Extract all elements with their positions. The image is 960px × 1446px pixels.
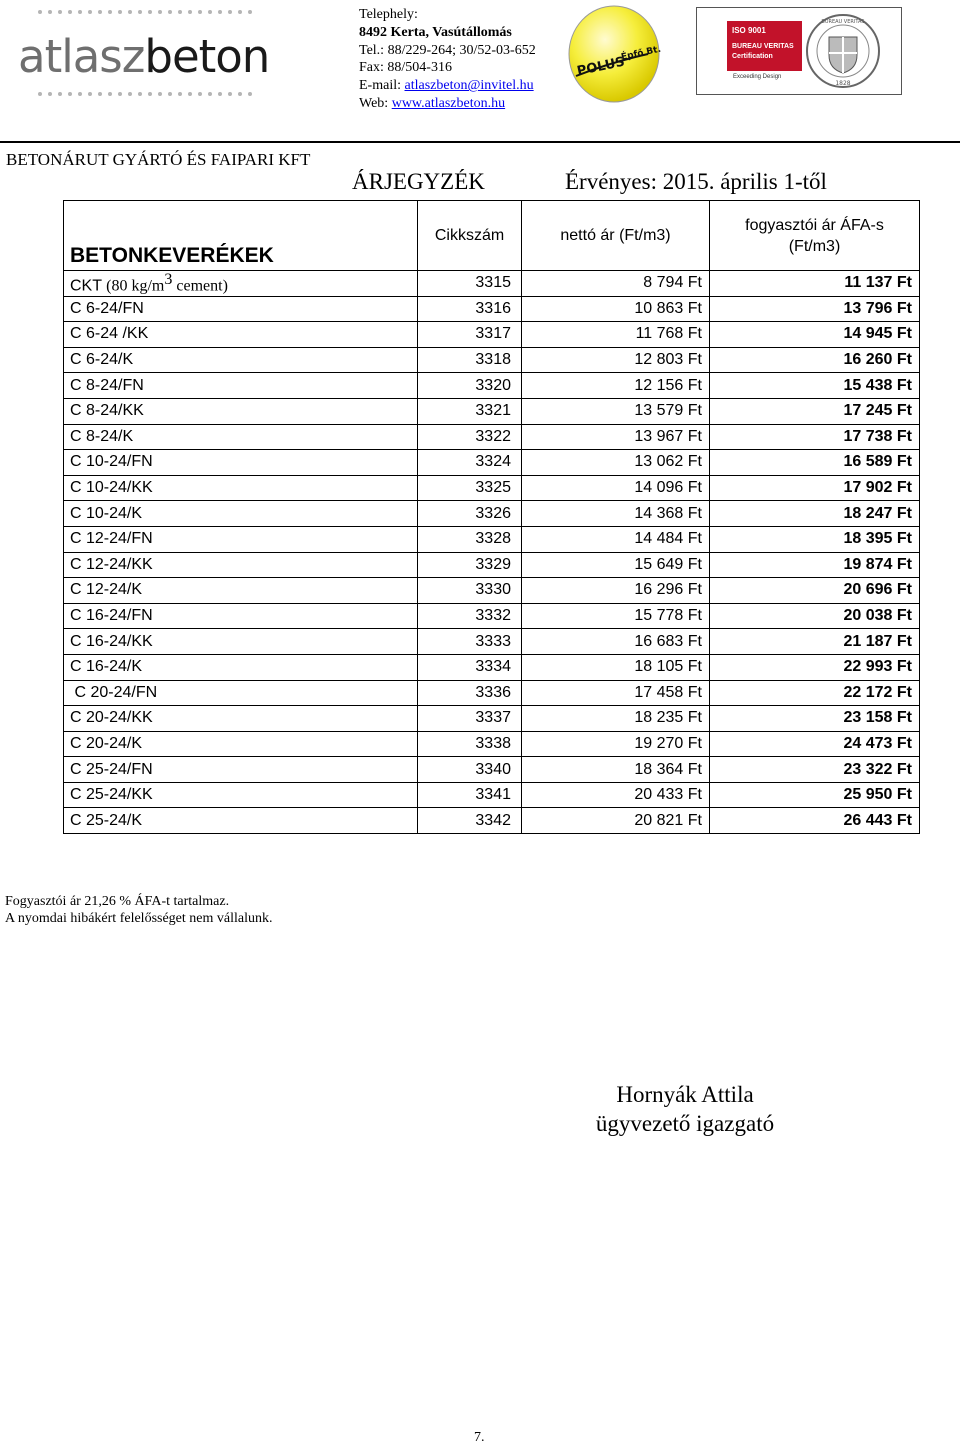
gross-price: 20 038 Ft <box>710 603 920 629</box>
product-name: C 16-24/KK <box>64 629 418 655</box>
gross-price: 13 796 Ft <box>710 296 920 322</box>
table-row <box>64 296 920 322</box>
gross-price: 26 443 Ft <box>710 808 920 834</box>
net-price: 16 296 Ft <box>522 578 710 604</box>
product-name: C 12-24/K <box>64 578 418 604</box>
product-name: C 25-24/K <box>64 808 418 834</box>
net-price: 17 458 Ft <box>522 680 710 706</box>
net-price: 14 096 Ft <box>522 475 710 501</box>
product-code: 3322 <box>418 424 522 450</box>
table-row <box>64 526 920 552</box>
table-row <box>64 680 920 706</box>
product-code: 3321 <box>418 398 522 424</box>
net-price: 14 484 Ft <box>522 526 710 552</box>
gross-price: 22 172 Ft <box>710 680 920 706</box>
bureau-veritas-seal-icon <box>805 13 881 89</box>
email-link[interactable]: atlaszbeton@invitel.hu <box>404 78 534 94</box>
product-name: C 25-24/FN <box>64 757 418 783</box>
footnote <box>5 893 272 927</box>
product-code: 3326 <box>418 501 522 527</box>
product-name: C 8-24/KK <box>64 398 418 424</box>
gross-price: 14 945 Ft <box>710 322 920 348</box>
signature-block <box>560 1080 810 1138</box>
disclaimer: A nyomdai hibákért felelősséget nem vállalunk. <box>5 911 273 926</box>
net-price: 13 062 Ft <box>522 450 710 476</box>
product-code: 3342 <box>418 808 522 834</box>
product-code: 3320 <box>418 373 522 399</box>
gross-price: 16 260 Ft <box>710 347 920 373</box>
net-price: 10 863 Ft <box>522 296 710 322</box>
gross-price: 23 322 Ft <box>710 757 920 783</box>
table-row <box>64 424 920 450</box>
column-header-net-price: nettó ár (Ft/m3) <box>522 201 710 271</box>
table-header-row <box>64 201 920 271</box>
fax: Fax: 88/504-316 <box>359 60 452 76</box>
product-name: C 16-24/K <box>64 654 418 680</box>
net-price: 18 364 Ft <box>522 757 710 783</box>
net-price: 19 270 Ft <box>522 731 710 757</box>
product-code: 3337 <box>418 706 522 732</box>
vat-note: Fogyasztói ár 21,26 % ÁFA-t tartalmaz. <box>5 894 230 909</box>
product-code: 3333 <box>418 629 522 655</box>
logo-dot-row <box>38 10 252 14</box>
table-row <box>64 552 920 578</box>
net-price: 12 156 Ft <box>522 373 710 399</box>
table-row <box>64 347 920 373</box>
table-row <box>64 731 920 757</box>
net-price: 18 235 Ft <box>522 706 710 732</box>
net-price: 11 768 Ft <box>522 322 710 348</box>
web-line: Web: www.atlaszbeton.hu <box>359 95 506 111</box>
product-name: C 20-24/KK <box>64 706 418 732</box>
product-name: C 12-24/FN <box>64 526 418 552</box>
gross-price: 25 950 Ft <box>710 782 920 808</box>
product-code: 3318 <box>418 347 522 373</box>
gross-price: 11 137 Ft <box>710 271 920 297</box>
gross-price: 17 245 Ft <box>710 398 920 424</box>
logo-dot-row <box>38 92 252 96</box>
column-header-gross-price: fogyasztói ár ÁFA-s (Ft/m3) <box>710 201 920 271</box>
net-price: 20 821 Ft <box>522 808 710 834</box>
product-code: 3316 <box>418 296 522 322</box>
table-row <box>64 475 920 501</box>
gross-price: 18 247 Ft <box>710 501 920 527</box>
net-price: 15 778 Ft <box>522 603 710 629</box>
product-code: 3315 <box>418 271 522 297</box>
table-row <box>64 629 920 655</box>
product-code: 3317 <box>418 322 522 348</box>
net-price: 20 433 Ft <box>522 782 710 808</box>
svg-text:POLUS: POLUS <box>575 54 627 80</box>
signatory-role: ügyvezető igazgató <box>595 1111 775 1136</box>
product-name: C 20-24/FN <box>64 680 418 706</box>
price-table <box>63 200 920 834</box>
phone: Tel.: 88/229-264; 30/52-03-652 <box>359 42 536 58</box>
gross-price: 21 187 Ft <box>710 629 920 655</box>
contact-block <box>359 6 536 113</box>
gross-price: 19 874 Ft <box>710 552 920 578</box>
net-price: 18 105 Ft <box>522 654 710 680</box>
product-code: 3332 <box>418 603 522 629</box>
gross-price: 17 738 Ft <box>710 424 920 450</box>
product-name: C 10-24/K <box>64 501 418 527</box>
product-name: C 12-24/KK <box>64 552 418 578</box>
product-code: 3338 <box>418 731 522 757</box>
polus-badge-logo <box>562 4 662 104</box>
section-title: BETONKEVERÉKEK <box>64 201 418 271</box>
gross-price: 17 902 Ft <box>710 475 920 501</box>
table-row <box>64 373 920 399</box>
web-link[interactable]: www.atlaszbeton.hu <box>391 95 506 111</box>
product-code: 3341 <box>418 782 522 808</box>
gross-price: 23 158 Ft <box>710 706 920 732</box>
gross-price: 15 438 Ft <box>710 373 920 399</box>
product-code: 3330 <box>418 578 522 604</box>
product-name: C 8-24/FN <box>64 373 418 399</box>
svg-text:Épfő Bt.: Épfő Bt. <box>620 44 662 63</box>
table-row <box>64 398 920 424</box>
product-code: 3340 <box>418 757 522 783</box>
company-logo <box>18 8 270 103</box>
table-row <box>64 603 920 629</box>
product-name: C 10-24/FN <box>64 450 418 476</box>
iso-certification-block: ISO 9001 BUREAU VERITAS Certification <box>727 21 802 71</box>
net-price: 13 579 Ft <box>522 398 710 424</box>
table-row <box>64 808 920 834</box>
email-line: E-mail: atlaszbeton@invitel.hu <box>359 78 534 94</box>
product-name: CKT (80 $kg/m^3$ cement) <box>64 271 418 297</box>
table-row <box>64 706 920 732</box>
product-code: 3325 <box>418 475 522 501</box>
product-name: C 6-24/FN <box>64 296 418 322</box>
gross-price: 18 395 Ft <box>710 526 920 552</box>
product-name: C 25-24/KK <box>64 782 418 808</box>
table-row <box>64 450 920 476</box>
svg-text:1828: 1828 <box>835 80 851 87</box>
product-code: 3336 <box>418 680 522 706</box>
logo-wordmark: atlaszbeton <box>18 30 270 83</box>
signatory-name: Hornyák Attila <box>616 1082 754 1107</box>
net-price: 15 649 Ft <box>522 552 710 578</box>
table-row <box>64 271 920 297</box>
product-code: 3334 <box>418 654 522 680</box>
document-title: ÁRJEGYZÉK <box>352 169 485 194</box>
product-name: C 20-24/K <box>64 731 418 757</box>
column-header-code: Cikkszám <box>418 201 522 271</box>
svg-text:BUREAU VERITAS: BUREAU VERITAS <box>821 19 865 25</box>
header-divider <box>0 141 960 143</box>
net-price: 8 794 Ft <box>522 271 710 297</box>
product-code: 3329 <box>418 552 522 578</box>
gross-price: 24 473 Ft <box>710 731 920 757</box>
table-row <box>64 654 920 680</box>
product-code: 3328 <box>418 526 522 552</box>
gross-price: 20 696 Ft <box>710 578 920 604</box>
certification-badge <box>696 7 902 95</box>
product-name: C 10-24/KK <box>64 475 418 501</box>
product-code: 3324 <box>418 450 522 476</box>
gross-price: 22 993 Ft <box>710 654 920 680</box>
net-price: 13 967 Ft <box>522 424 710 450</box>
table-row <box>64 322 920 348</box>
table-row <box>64 782 920 808</box>
page-number: 7. <box>474 1430 485 1445</box>
product-name: C 6-24/K <box>64 347 418 373</box>
site-label: Telephely: <box>359 7 418 22</box>
company-name: BETONÁRUT GYÁRTÓ ÉS FAIPARI KFT <box>6 150 311 169</box>
gross-price: 16 589 Ft <box>710 450 920 476</box>
validity-date: Érvényes: 2015. április 1-től <box>565 169 827 194</box>
product-name: C 16-24/FN <box>64 603 418 629</box>
product-name: C 6-24 /KK <box>64 322 418 348</box>
table-row <box>64 757 920 783</box>
cert-tagline: Exceeding Design <box>733 74 782 80</box>
net-price: 14 368 Ft <box>522 501 710 527</box>
table-row <box>64 578 920 604</box>
site-address: 8492 Kerta, Vasútállomás <box>359 24 512 40</box>
table-row <box>64 501 920 527</box>
product-name: C 8-24/K <box>64 424 418 450</box>
net-price: 16 683 Ft <box>522 629 710 655</box>
net-price: 12 803 Ft <box>522 347 710 373</box>
